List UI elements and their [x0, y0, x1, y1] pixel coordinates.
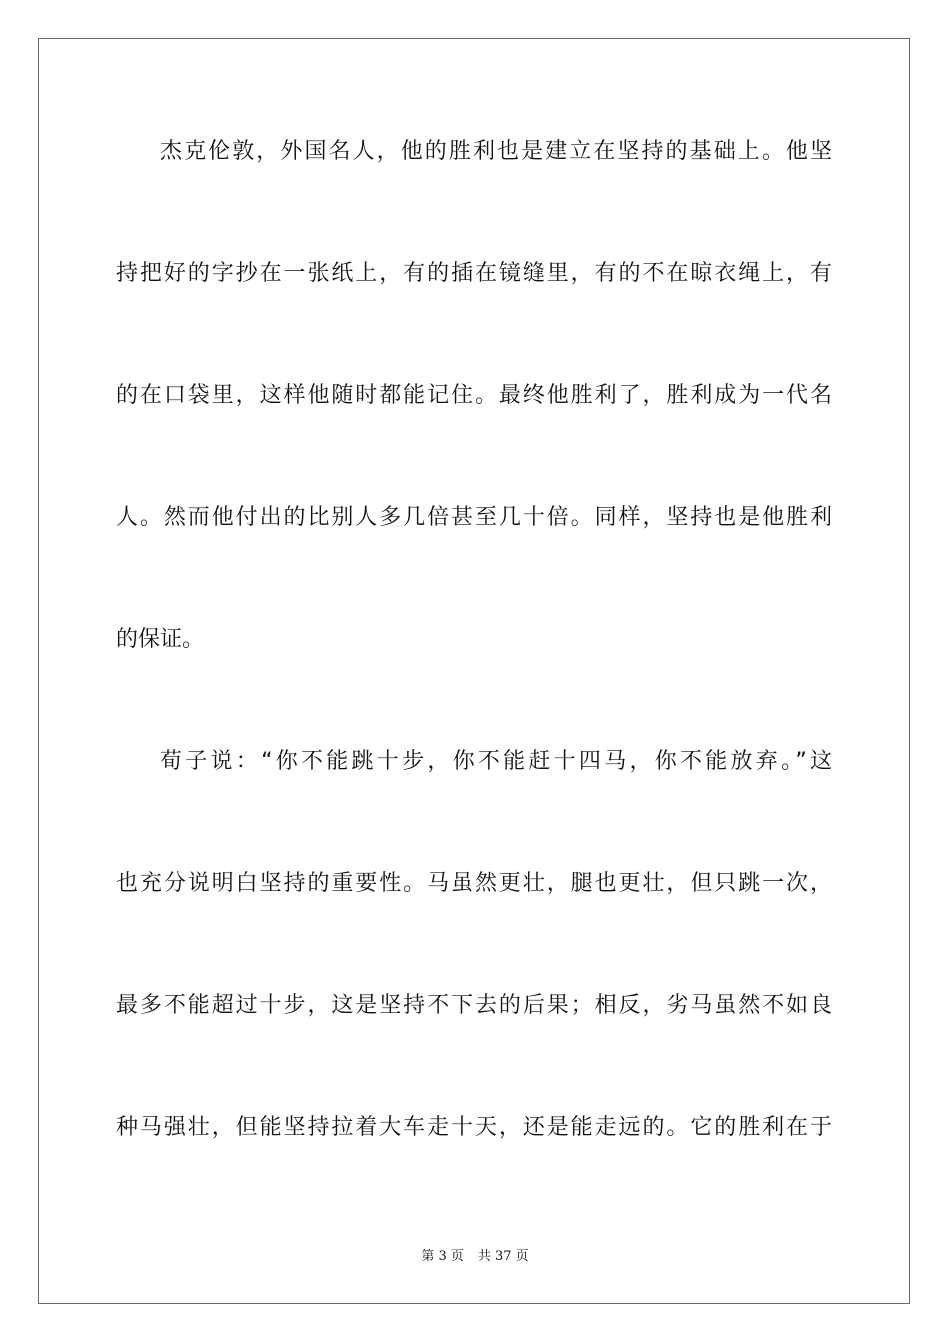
text-line: 也充分说明白坚持的重要性。马虽然更壮，腿也更壮，但只跳一次，	[116, 871, 832, 896]
text-line: 种马强壮，但能坚持拉着大车走十天，还是能走远的。它的胜利在于	[116, 1115, 832, 1140]
text-line: 的在口袋里，这样他随时都能记住。最终他胜利了，胜利成为一代名	[116, 383, 832, 408]
text-line: 人。然而他付出的比别人多几倍甚至几十倍。同样，坚持也是他胜利	[116, 505, 832, 530]
text-line: 的保证。	[116, 627, 205, 652]
text-line: 最多不能超过十步，这是坚持不下去的后果；相反，劣马虽然不如良	[116, 993, 832, 1018]
page-footer	[0, 1248, 950, 1266]
page-number: 第 3 页	[421, 1249, 464, 1264]
page-total: 共 37 页	[477, 1249, 529, 1264]
text-line: 持把好的字抄在一张纸上，有的插在镜缝里，有的不在晾衣绳上，有	[116, 261, 832, 286]
text-line: 荀子说：“你不能跳十步，你不能赶十四马，你不能放弃。”这	[160, 749, 832, 774]
text-line: 杰克伦敦，外国名人，他的胜利也是建立在坚持的基础上。他坚	[160, 139, 832, 164]
